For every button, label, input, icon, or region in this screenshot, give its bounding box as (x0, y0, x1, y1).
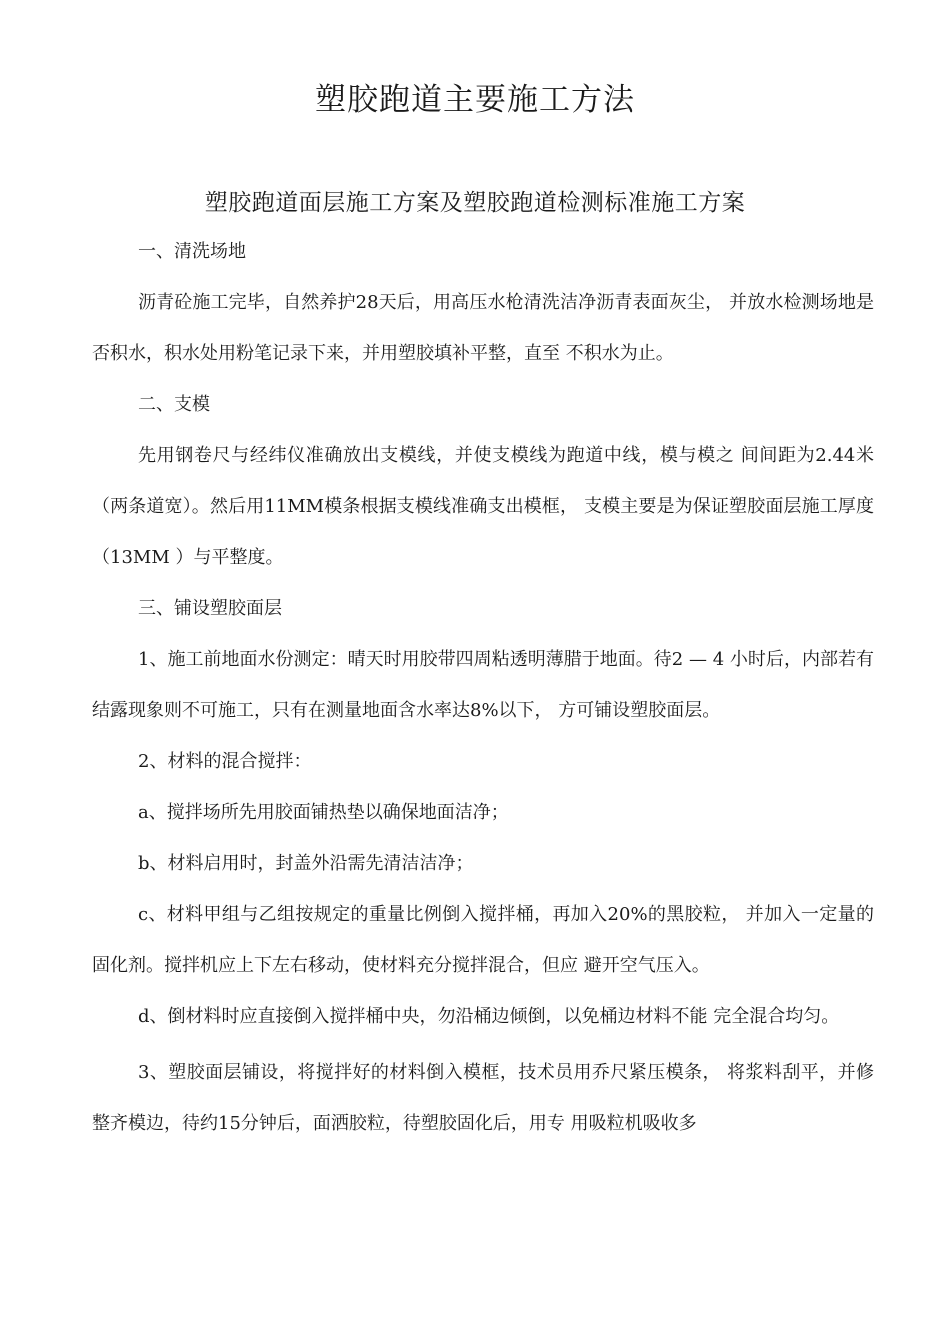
section-heading-formwork: 二、支模 (138, 394, 210, 415)
paragraph-mixing-c: c、材料甲组与乙组按规定的重量比例倒入搅拌桶，再加入20%的黑胶粒， 并加入一定量的固化剂。搅拌机应上下左右移动，使材料充分搅拌混合，但应 避开空气压入。 (92, 904, 874, 976)
paragraph-cleaning: 沥青砼施工完毕，自然养护28天后，用高压水枪清洗洁净沥青表面灰尘， 并放水检测场地是否积水，积水处用粉笔记录下来，并用塑胶填补平整，直至 不积水为止。 (92, 292, 874, 364)
paragraph-mixing-a: a、搅拌场所先用胶面铺热垫以确保地面洁净； (138, 802, 509, 823)
paragraph-mixing-d: d、倒材料时应直接倒入搅拌桶中央，勿沿桶边倾倒，以免桶边材料不能 完全混合均匀。 (138, 1006, 840, 1027)
section-heading-surface: 三、铺设塑胶面层 (138, 598, 282, 619)
paragraph-mixing-b: b、材料启用时，封盖外沿需先清洁洁净； (138, 853, 474, 874)
paragraph-mixing-heading: 2、材料的混合搅拌： (138, 751, 312, 772)
paragraph-formwork: 先用钢卷尺与经纬仪准确放出支模线，并使支模线为跑道中线，模与模之 间间距为2.44米（两条道宽）。然后用11MM模条根据支模线准确支出模框， 支模主要是为保证塑胶面层施工厚度（13MM ）与平整度。 (92, 445, 874, 568)
paragraph-laying: 3、塑胶面层铺设，将搅拌好的材料倒入模框，技术员用乔尺紧压模条， 将浆料刮平，并修整齐模边，待约15分钟后，面洒胶粒，待塑胶固化后，用专 用吸粒机吸收多 (92, 1062, 874, 1134)
document-title: 塑胶跑道主要施工方法 (315, 82, 635, 118)
paragraph-moisture-test: 1、施工前地面水份测定：晴天时用胶带四周粘透明薄腊于地面。待2 — 4 小时后，内部若有结露现象则不可施工，只有在测量地面含水率达8%以下， 方可铺设塑胶面层。 (92, 649, 874, 721)
section-heading-cleaning: 一、清洗场地 (138, 241, 246, 262)
document-body (92, 226, 874, 1149)
document-subtitle: 塑胶跑道面层施工方案及塑胶跑道检测标准施工方案 (204, 190, 746, 216)
